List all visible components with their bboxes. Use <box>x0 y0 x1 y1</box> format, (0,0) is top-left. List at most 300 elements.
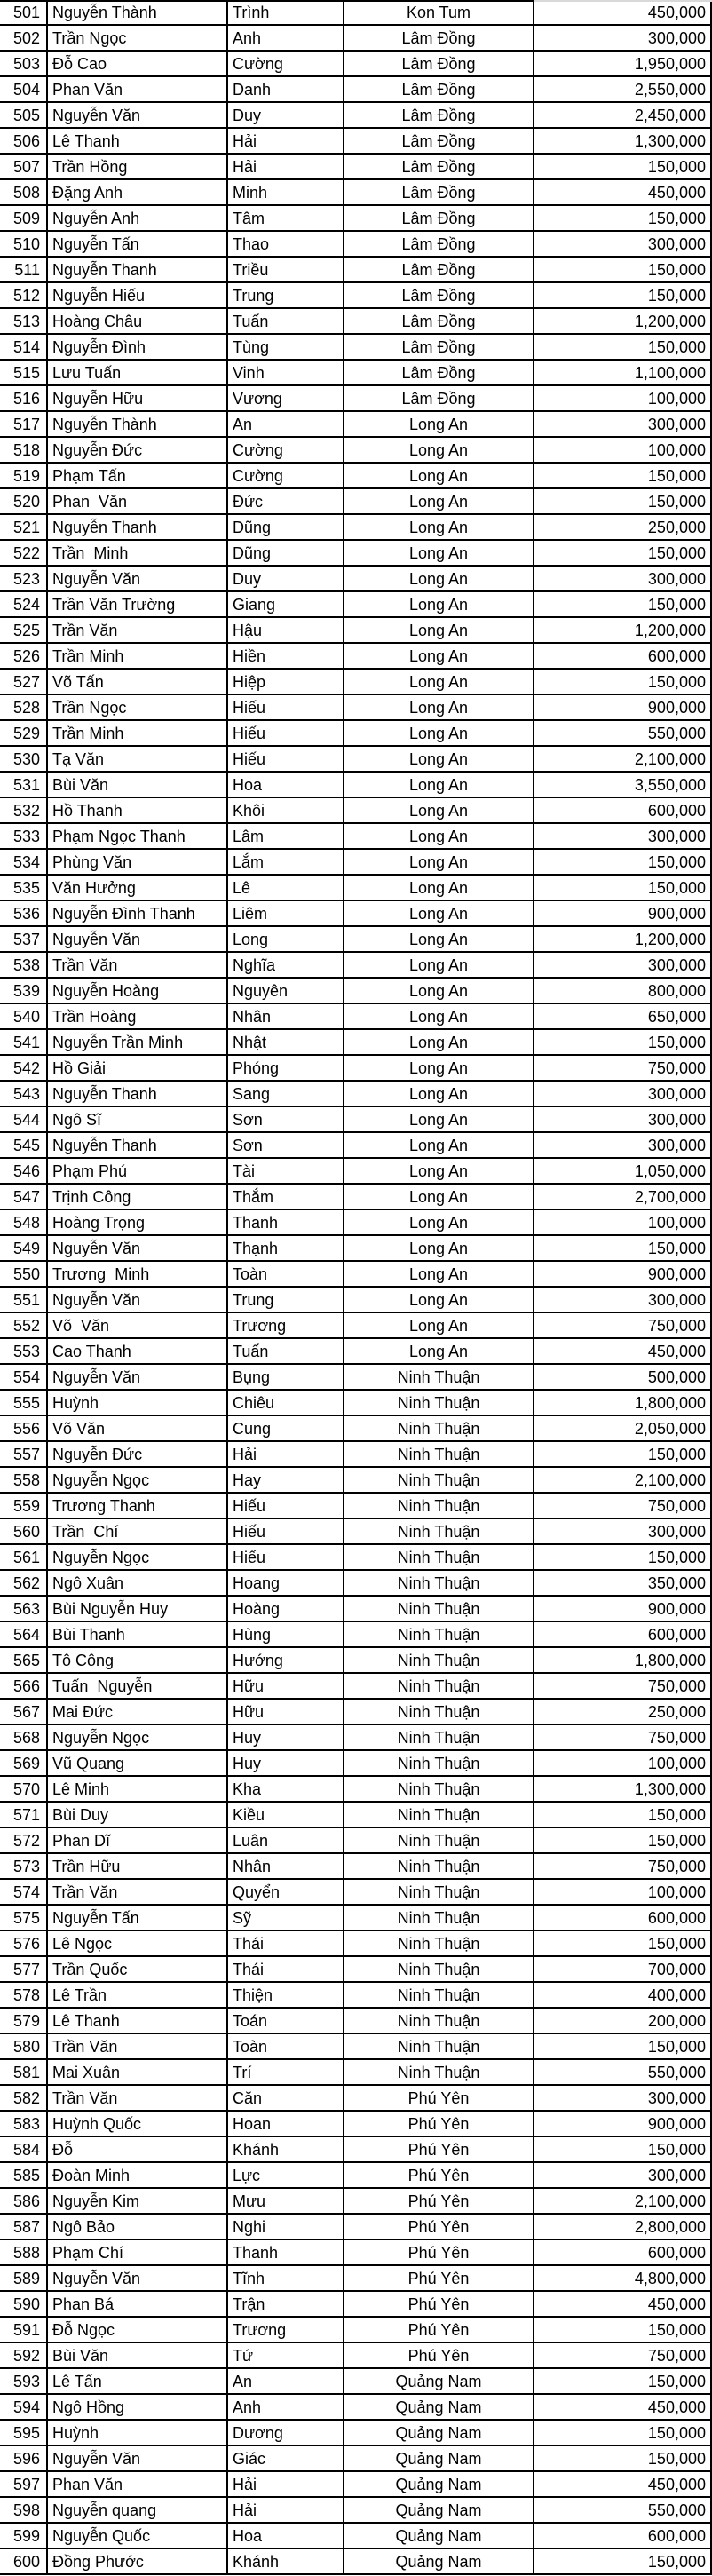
cell-index[interactable]: 507 <box>0 155 48 178</box>
cell-surname[interactable]: Ngô Xuân <box>48 1571 228 1595</box>
cell-province[interactable]: Lâm Đồng <box>344 52 534 75</box>
cell-province[interactable]: Lâm Đồng <box>344 206 534 230</box>
cell-amount[interactable]: 200,000 <box>534 2009 712 2033</box>
cell-surname[interactable]: Nguyễn Đức <box>48 1442 228 1466</box>
cell-province[interactable]: Ninh Thuận <box>344 1880 534 1904</box>
cell-province[interactable]: Ninh Thuận <box>344 1828 534 1852</box>
cell-surname[interactable]: Hoàng Châu <box>48 309 228 333</box>
cell-province[interactable]: Long An <box>344 644 534 668</box>
cell-province[interactable]: Long An <box>344 1133 534 1157</box>
cell-province[interactable]: Phú Yên <box>344 2189 534 2213</box>
cell-index[interactable]: 523 <box>0 567 48 590</box>
cell-amount[interactable]: 150,000 <box>534 1030 712 1054</box>
cell-index[interactable]: 511 <box>0 258 48 281</box>
cell-amount[interactable]: 2,050,000 <box>534 1416 712 1440</box>
cell-province[interactable]: Long An <box>344 1262 534 1286</box>
cell-province[interactable]: Phú Yên <box>344 2266 534 2290</box>
cell-surname[interactable]: Phạm Ngọc Thanh <box>48 824 228 848</box>
cell-amount[interactable]: 4,800,000 <box>534 2266 712 2290</box>
cell-given-name[interactable]: Dũng <box>228 541 344 565</box>
cell-index[interactable]: 588 <box>0 2240 48 2264</box>
cell-surname[interactable]: Nguyễn Kim <box>48 2189 228 2213</box>
cell-given-name[interactable]: Lâm <box>228 824 344 848</box>
cell-province[interactable]: Phú Yên <box>344 2137 534 2161</box>
cell-surname[interactable]: Lê Thanh <box>48 2009 228 2033</box>
cell-province[interactable]: Phú Yên <box>344 2292 534 2316</box>
cell-index[interactable]: 558 <box>0 1468 48 1492</box>
cell-surname[interactable]: Bùi Nguyễn Huy <box>48 1597 228 1621</box>
cell-amount[interactable]: 500,000 <box>534 1365 712 1389</box>
cell-given-name[interactable]: Nghi <box>228 2215 344 2239</box>
cell-index[interactable]: 538 <box>0 953 48 977</box>
cell-amount[interactable]: 1,800,000 <box>534 1391 712 1415</box>
cell-index[interactable]: 515 <box>0 361 48 384</box>
cell-amount[interactable]: 300,000 <box>534 1519 712 1543</box>
cell-surname[interactable]: Nguyễn Trần Minh <box>48 1030 228 1054</box>
cell-index[interactable]: 505 <box>0 103 48 127</box>
cell-province[interactable]: Ninh Thuận <box>344 2009 534 2033</box>
cell-index[interactable]: 528 <box>0 695 48 719</box>
cell-amount[interactable]: 750,000 <box>534 1854 712 1878</box>
cell-surname[interactable]: Trần Văn <box>48 618 228 642</box>
cell-surname[interactable]: Mai Đức <box>48 1700 228 1724</box>
cell-index[interactable]: 596 <box>0 2446 48 2470</box>
cell-province[interactable]: Long An <box>344 850 534 874</box>
cell-given-name[interactable]: Hiếu <box>228 695 344 719</box>
cell-amount[interactable]: 150,000 <box>534 2034 712 2058</box>
cell-given-name[interactable]: Hải <box>228 2498 344 2522</box>
cell-amount[interactable]: 600,000 <box>534 798 712 822</box>
cell-surname[interactable]: Lê Tấn <box>48 2369 228 2393</box>
cell-surname[interactable]: Tô Công <box>48 1648 228 1672</box>
cell-surname[interactable]: Đồng Phước <box>48 2549 228 2573</box>
cell-surname[interactable]: Phạm Tấn <box>48 464 228 487</box>
cell-index[interactable]: 600 <box>0 2549 48 2573</box>
cell-given-name[interactable]: Cung <box>228 1416 344 1440</box>
cell-given-name[interactable]: Sỹ <box>228 1906 344 1930</box>
cell-given-name[interactable]: Hoa <box>228 2524 344 2548</box>
cell-given-name[interactable]: An <box>228 412 344 436</box>
cell-amount[interactable]: 750,000 <box>534 1313 712 1337</box>
cell-province[interactable]: Ninh Thuận <box>344 1674 534 1698</box>
cell-amount[interactable]: 1,950,000 <box>534 52 712 75</box>
cell-index[interactable]: 509 <box>0 206 48 230</box>
cell-province[interactable]: Ninh Thuận <box>344 1725 534 1749</box>
cell-province[interactable]: Lâm Đồng <box>344 335 534 359</box>
cell-amount[interactable]: 450,000 <box>534 0 712 24</box>
cell-surname[interactable]: Bùi Văn <box>48 2343 228 2367</box>
cell-given-name[interactable]: Căn <box>228 2086 344 2110</box>
cell-index[interactable]: 504 <box>0 77 48 101</box>
cell-amount[interactable]: 150,000 <box>534 2318 712 2342</box>
cell-index[interactable]: 586 <box>0 2189 48 2213</box>
cell-given-name[interactable]: Hiếu <box>228 1494 344 1518</box>
cell-surname[interactable]: Nguyễn Anh <box>48 206 228 230</box>
cell-surname[interactable]: Trương Thanh <box>48 1494 228 1518</box>
cell-province[interactable]: Long An <box>344 412 534 436</box>
cell-amount[interactable]: 1,200,000 <box>534 618 712 642</box>
cell-index[interactable]: 559 <box>0 1494 48 1518</box>
cell-amount[interactable]: 900,000 <box>534 1597 712 1621</box>
cell-index[interactable]: 583 <box>0 2112 48 2136</box>
cell-surname[interactable]: Ngô Hồng <box>48 2395 228 2419</box>
cell-given-name[interactable]: Anh <box>228 2395 344 2419</box>
cell-amount[interactable]: 1,800,000 <box>534 1648 712 1672</box>
cell-index[interactable]: 527 <box>0 670 48 694</box>
cell-province[interactable]: Long An <box>344 592 534 616</box>
cell-given-name[interactable]: Trí <box>228 2060 344 2084</box>
cell-index[interactable]: 543 <box>0 1082 48 1106</box>
cell-given-name[interactable]: Hay <box>228 1468 344 1492</box>
cell-given-name[interactable]: Tĩnh <box>228 2266 344 2290</box>
cell-given-name[interactable]: Dũng <box>228 515 344 539</box>
cell-province[interactable]: Phú Yên <box>344 2112 534 2136</box>
cell-amount[interactable]: 600,000 <box>534 2524 712 2548</box>
cell-amount[interactable]: 750,000 <box>534 1056 712 1080</box>
cell-province[interactable]: Lâm Đồng <box>344 180 534 204</box>
cell-given-name[interactable]: Chiêu <box>228 1391 344 1415</box>
cell-index[interactable]: 554 <box>0 1365 48 1389</box>
cell-surname[interactable]: Võ Văn <box>48 1313 228 1337</box>
cell-surname[interactable]: Bùi Thanh <box>48 1622 228 1646</box>
cell-given-name[interactable]: Tâm <box>228 206 344 230</box>
cell-amount[interactable]: 1,100,000 <box>534 361 712 384</box>
cell-amount[interactable]: 900,000 <box>534 2112 712 2136</box>
cell-index[interactable]: 565 <box>0 1648 48 1672</box>
cell-province[interactable]: Ninh Thuận <box>344 1854 534 1878</box>
cell-province[interactable]: Long An <box>344 901 534 925</box>
cell-given-name[interactable]: Quyển <box>228 1880 344 1904</box>
cell-given-name[interactable]: Triều <box>228 258 344 281</box>
cell-province[interactable]: Ninh Thuận <box>344 1545 534 1569</box>
cell-amount[interactable]: 900,000 <box>534 695 712 719</box>
cell-province[interactable]: Long An <box>344 695 534 719</box>
cell-given-name[interactable]: Khôi <box>228 798 344 822</box>
cell-surname[interactable]: Đỗ Ngọc <box>48 2318 228 2342</box>
cell-given-name[interactable]: Cường <box>228 438 344 462</box>
cell-given-name[interactable]: Liêm <box>228 901 344 925</box>
cell-province[interactable]: Lâm Đồng <box>344 129 534 153</box>
cell-surname[interactable]: Trần Minh <box>48 644 228 668</box>
cell-amount[interactable]: 150,000 <box>534 850 712 874</box>
cell-province[interactable]: Ninh Thuận <box>344 2060 534 2084</box>
cell-given-name[interactable]: Dương <box>228 2421 344 2445</box>
cell-province[interactable]: Long An <box>344 1107 534 1131</box>
cell-given-name[interactable]: Tuấn <box>228 1339 344 1363</box>
cell-surname[interactable]: Nguyễn Thanh <box>48 1082 228 1106</box>
cell-surname[interactable]: Trần Văn <box>48 2086 228 2110</box>
cell-surname[interactable]: Trần Văn Trường <box>48 592 228 616</box>
cell-amount[interactable]: 150,000 <box>534 2421 712 2445</box>
cell-index[interactable]: 579 <box>0 2009 48 2033</box>
cell-surname[interactable]: Nguyễn Đức <box>48 438 228 462</box>
cell-amount[interactable]: 100,000 <box>534 1210 712 1234</box>
cell-province[interactable]: Quảng Nam <box>344 2524 534 2548</box>
cell-surname[interactable]: Đỗ Cao <box>48 52 228 75</box>
cell-index[interactable]: 532 <box>0 798 48 822</box>
cell-given-name[interactable]: Hải <box>228 1442 344 1466</box>
cell-province[interactable]: Long An <box>344 979 534 1003</box>
cell-surname[interactable]: Trần Quốc <box>48 1957 228 1981</box>
cell-index[interactable]: 530 <box>0 747 48 771</box>
cell-index[interactable]: 594 <box>0 2395 48 2419</box>
cell-province[interactable]: Long An <box>344 824 534 848</box>
cell-surname[interactable]: Nguyễn Ngọc <box>48 1468 228 1492</box>
cell-amount[interactable]: 1,300,000 <box>534 1777 712 1801</box>
cell-province[interactable]: Long An <box>344 876 534 900</box>
cell-given-name[interactable]: Hướng <box>228 1648 344 1672</box>
cell-province[interactable]: Ninh Thuận <box>344 1468 534 1492</box>
cell-province[interactable]: Long An <box>344 927 534 951</box>
cell-given-name[interactable]: Nhật <box>228 1030 344 1054</box>
cell-index[interactable]: 502 <box>0 26 48 50</box>
cell-index[interactable]: 587 <box>0 2215 48 2239</box>
cell-surname[interactable]: Trần Hữu <box>48 1854 228 1878</box>
cell-amount[interactable]: 150,000 <box>534 464 712 487</box>
cell-given-name[interactable]: Hùng <box>228 1622 344 1646</box>
cell-province[interactable]: Ninh Thuận <box>344 1777 534 1801</box>
cell-index[interactable]: 584 <box>0 2137 48 2161</box>
cell-given-name[interactable]: Toán <box>228 2009 344 2033</box>
cell-amount[interactable]: 750,000 <box>534 2343 712 2367</box>
cell-index[interactable]: 555 <box>0 1391 48 1415</box>
cell-index[interactable]: 567 <box>0 1700 48 1724</box>
cell-amount[interactable]: 150,000 <box>534 155 712 178</box>
cell-province[interactable]: Lâm Đồng <box>344 103 534 127</box>
cell-surname[interactable]: Bùi Duy <box>48 1803 228 1827</box>
cell-province[interactable]: Long An <box>344 1159 534 1183</box>
cell-given-name[interactable]: Huy <box>228 1725 344 1749</box>
cell-given-name[interactable]: Cường <box>228 52 344 75</box>
cell-index[interactable]: 552 <box>0 1313 48 1337</box>
cell-amount[interactable]: 300,000 <box>534 1133 712 1157</box>
cell-amount[interactable]: 450,000 <box>534 2395 712 2419</box>
cell-index[interactable]: 521 <box>0 515 48 539</box>
cell-amount[interactable]: 300,000 <box>534 1082 712 1106</box>
cell-province[interactable]: Ninh Thuận <box>344 1494 534 1518</box>
cell-province[interactable]: Quảng Nam <box>344 2421 534 2445</box>
cell-surname[interactable]: Tuấn Nguyễn <box>48 1674 228 1698</box>
cell-index[interactable]: 525 <box>0 618 48 642</box>
cell-surname[interactable]: Nguyễn Thanh <box>48 515 228 539</box>
cell-given-name[interactable]: Đức <box>228 489 344 513</box>
cell-surname[interactable]: Đoàn Minh <box>48 2163 228 2187</box>
cell-amount[interactable]: 300,000 <box>534 1107 712 1131</box>
cell-amount[interactable]: 150,000 <box>534 2549 712 2573</box>
cell-index[interactable]: 572 <box>0 1828 48 1852</box>
cell-surname[interactable]: Trần Hồng <box>48 155 228 178</box>
cell-province[interactable]: Ninh Thuận <box>344 1906 534 1930</box>
cell-province[interactable]: Ninh Thuận <box>344 1700 534 1724</box>
cell-province[interactable]: Long An <box>344 541 534 565</box>
cell-province[interactable]: Ninh Thuận <box>344 1983 534 2007</box>
cell-amount[interactable]: 1,200,000 <box>534 927 712 951</box>
cell-province[interactable]: Long An <box>344 1082 534 1106</box>
cell-amount[interactable]: 150,000 <box>534 592 712 616</box>
cell-surname[interactable]: Nguyễn Hiếu <box>48 283 228 307</box>
cell-given-name[interactable]: Nghĩa <box>228 953 344 977</box>
cell-amount[interactable]: 750,000 <box>534 1674 712 1698</box>
cell-surname[interactable]: Nguyễn Văn <box>48 567 228 590</box>
cell-province[interactable]: Ninh Thuận <box>344 1622 534 1646</box>
cell-surname[interactable]: Võ Tấn <box>48 670 228 694</box>
cell-province[interactable]: Ninh Thuận <box>344 1803 534 1827</box>
cell-province[interactable]: Quảng Nam <box>344 2446 534 2470</box>
cell-surname[interactable]: Nguyễn Văn <box>48 103 228 127</box>
cell-surname[interactable]: Võ Văn <box>48 1416 228 1440</box>
cell-given-name[interactable]: Trung <box>228 1288 344 1312</box>
cell-index[interactable]: 536 <box>0 901 48 925</box>
cell-surname[interactable]: Nguyễn Thành <box>48 0 228 24</box>
cell-province[interactable]: Phú Yên <box>344 2240 534 2264</box>
cell-province[interactable]: Phú Yên <box>344 2086 534 2110</box>
cell-index[interactable]: 566 <box>0 1674 48 1698</box>
cell-surname[interactable]: Nguyễn Tấn <box>48 232 228 256</box>
cell-index[interactable]: 577 <box>0 1957 48 1981</box>
cell-province[interactable]: Long An <box>344 953 534 977</box>
cell-amount[interactable]: 150,000 <box>534 335 712 359</box>
cell-index[interactable]: 503 <box>0 52 48 75</box>
cell-surname[interactable]: Trần Minh <box>48 721 228 745</box>
cell-index[interactable]: 581 <box>0 2060 48 2084</box>
cell-province[interactable]: Long An <box>344 438 534 462</box>
cell-given-name[interactable]: Hữu <box>228 1700 344 1724</box>
cell-surname[interactable]: Nguyễn Thanh <box>48 258 228 281</box>
cell-given-name[interactable]: Toàn <box>228 2034 344 2058</box>
cell-surname[interactable]: Phan Văn <box>48 489 228 513</box>
cell-amount[interactable]: 3,550,000 <box>534 773 712 797</box>
cell-amount[interactable]: 600,000 <box>534 1622 712 1646</box>
cell-amount[interactable]: 150,000 <box>534 2446 712 2470</box>
cell-amount[interactable]: 450,000 <box>534 180 712 204</box>
cell-surname[interactable]: Lê Thanh <box>48 129 228 153</box>
cell-given-name[interactable]: Giang <box>228 592 344 616</box>
cell-amount[interactable]: 150,000 <box>534 1803 712 1827</box>
cell-surname[interactable]: Nguyễn Quốc <box>48 2524 228 2548</box>
cell-surname[interactable]: Trần Văn <box>48 1880 228 1904</box>
cell-province[interactable]: Long An <box>344 515 534 539</box>
cell-index[interactable]: 561 <box>0 1545 48 1569</box>
cell-index[interactable]: 570 <box>0 1777 48 1801</box>
cell-index[interactable]: 537 <box>0 927 48 951</box>
cell-amount[interactable]: 300,000 <box>534 567 712 590</box>
cell-surname[interactable]: Đặng Anh <box>48 180 228 204</box>
cell-given-name[interactable]: Tuấn <box>228 309 344 333</box>
cell-given-name[interactable]: Tứ <box>228 2343 344 2367</box>
cell-given-name[interactable]: Cường <box>228 464 344 487</box>
cell-amount[interactable]: 450,000 <box>534 1339 712 1363</box>
cell-given-name[interactable]: Nhân <box>228 1004 344 1028</box>
cell-index[interactable]: 546 <box>0 1159 48 1183</box>
cell-surname[interactable]: Nguyễn Văn <box>48 1236 228 1260</box>
cell-given-name[interactable]: Hải <box>228 2472 344 2496</box>
cell-given-name[interactable]: Mưu <box>228 2189 344 2213</box>
cell-given-name[interactable]: Tùng <box>228 335 344 359</box>
cell-province[interactable]: Long An <box>344 1339 534 1363</box>
cell-amount[interactable]: 100,000 <box>534 1880 712 1904</box>
cell-province[interactable]: Lâm Đồng <box>344 26 534 50</box>
cell-index[interactable]: 575 <box>0 1906 48 1930</box>
cell-index[interactable]: 544 <box>0 1107 48 1131</box>
cell-given-name[interactable]: Bụng <box>228 1365 344 1389</box>
cell-province[interactable]: Long An <box>344 1313 534 1337</box>
cell-amount[interactable]: 2,100,000 <box>534 2189 712 2213</box>
cell-amount[interactable]: 150,000 <box>534 2369 712 2393</box>
cell-province[interactable]: Ninh Thuận <box>344 1442 534 1466</box>
cell-amount[interactable]: 900,000 <box>534 901 712 925</box>
cell-province[interactable]: Ninh Thuận <box>344 1751 534 1775</box>
cell-given-name[interactable]: Kha <box>228 1777 344 1801</box>
cell-province[interactable]: Long An <box>344 489 534 513</box>
cell-surname[interactable]: Tạ Văn <box>48 747 228 771</box>
cell-amount[interactable]: 650,000 <box>534 1004 712 1028</box>
cell-amount[interactable]: 150,000 <box>534 541 712 565</box>
cell-index[interactable]: 563 <box>0 1597 48 1621</box>
cell-amount[interactable]: 600,000 <box>534 2240 712 2264</box>
cell-surname[interactable]: Trần Chí <box>48 1519 228 1543</box>
cell-amount[interactable]: 700,000 <box>534 1957 712 1981</box>
cell-index[interactable]: 547 <box>0 1185 48 1209</box>
cell-amount[interactable]: 750,000 <box>534 1725 712 1749</box>
cell-province[interactable]: Quảng Nam <box>344 2395 534 2419</box>
cell-given-name[interactable]: Hiệp <box>228 670 344 694</box>
cell-province[interactable]: Lâm Đồng <box>344 77 534 101</box>
cell-given-name[interactable]: Khánh <box>228 2549 344 2573</box>
cell-amount[interactable]: 300,000 <box>534 232 712 256</box>
cell-province[interactable]: Kon Tum <box>344 0 534 24</box>
cell-given-name[interactable]: Giác <box>228 2446 344 2470</box>
cell-surname[interactable]: Huỳnh <box>48 2421 228 2445</box>
cell-surname[interactable]: Lê Ngọc <box>48 1931 228 1955</box>
cell-province[interactable]: Phú Yên <box>344 2343 534 2367</box>
cell-index[interactable]: 508 <box>0 180 48 204</box>
cell-index[interactable]: 524 <box>0 592 48 616</box>
cell-province[interactable]: Long An <box>344 618 534 642</box>
cell-amount[interactable]: 150,000 <box>534 1442 712 1466</box>
cell-amount[interactable]: 300,000 <box>534 953 712 977</box>
cell-surname[interactable]: Nguyễn Đình <box>48 335 228 359</box>
cell-given-name[interactable]: Thạnh <box>228 1236 344 1260</box>
cell-surname[interactable]: Nguyễn Ngọc <box>48 1725 228 1749</box>
cell-surname[interactable]: Trần Hoàng <box>48 1004 228 1028</box>
cell-index[interactable]: 519 <box>0 464 48 487</box>
cell-amount[interactable]: 150,000 <box>534 258 712 281</box>
cell-province[interactable]: Phú Yên <box>344 2215 534 2239</box>
cell-province[interactable]: Phú Yên <box>344 2318 534 2342</box>
cell-surname[interactable]: Mai Xuân <box>48 2060 228 2084</box>
cell-given-name[interactable]: Sơn <box>228 1107 344 1131</box>
cell-index[interactable]: 551 <box>0 1288 48 1312</box>
cell-index[interactable]: 557 <box>0 1442 48 1466</box>
cell-surname[interactable]: Trần Văn <box>48 953 228 977</box>
cell-province[interactable]: Quảng Nam <box>344 2472 534 2496</box>
cell-amount[interactable]: 1,200,000 <box>534 309 712 333</box>
cell-province[interactable]: Long An <box>344 773 534 797</box>
cell-given-name[interactable]: Hiếu <box>228 1545 344 1569</box>
cell-given-name[interactable]: Lực <box>228 2163 344 2187</box>
cell-surname[interactable]: Nguyễn Ngọc <box>48 1545 228 1569</box>
cell-given-name[interactable]: Hoan <box>228 2112 344 2136</box>
cell-surname[interactable]: Nguyễn Văn <box>48 927 228 951</box>
cell-surname[interactable]: Trương Minh <box>48 1262 228 1286</box>
cell-province[interactable]: Quảng Nam <box>344 2369 534 2393</box>
cell-province[interactable]: Quảng Nam <box>344 2549 534 2573</box>
cell-province[interactable]: Long An <box>344 1056 534 1080</box>
cell-given-name[interactable]: Sơn <box>228 1133 344 1157</box>
cell-given-name[interactable]: Hiền <box>228 644 344 668</box>
cell-index[interactable]: 592 <box>0 2343 48 2367</box>
cell-given-name[interactable]: Trận <box>228 2292 344 2316</box>
